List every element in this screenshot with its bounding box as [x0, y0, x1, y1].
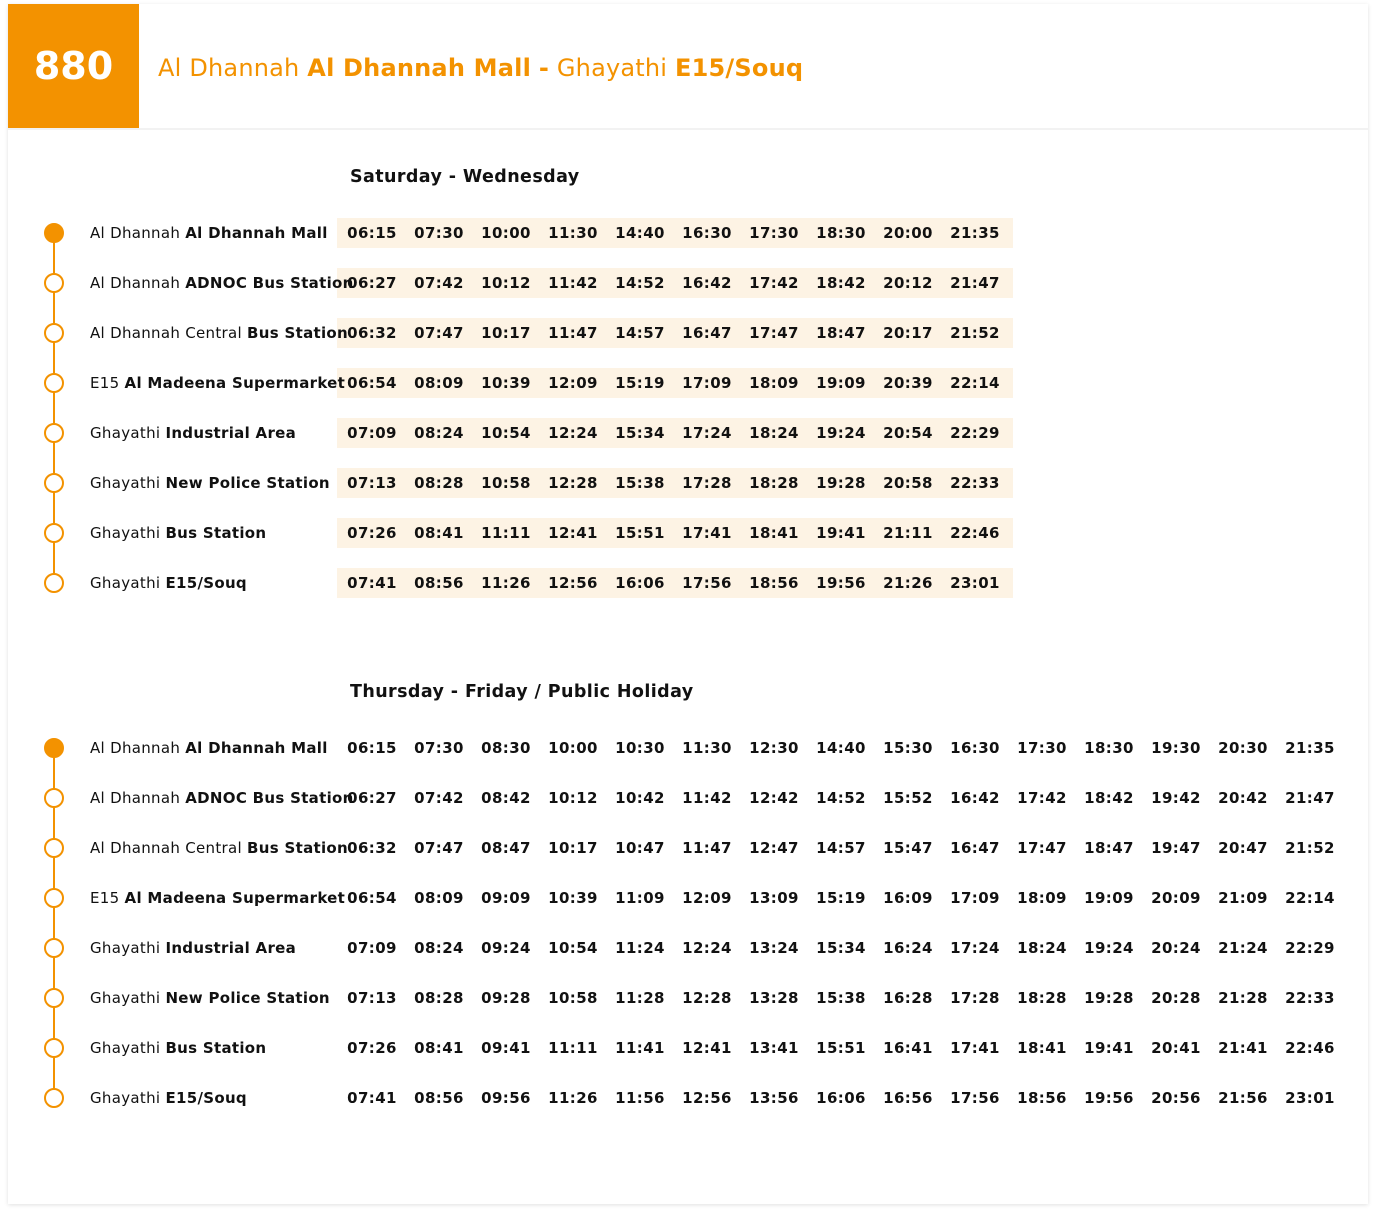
departure-time: 11:30	[548, 224, 598, 242]
departure-time: 21:56	[1218, 1089, 1268, 1107]
departure-time: 22:29	[950, 424, 1000, 442]
departure-time: 22:46	[950, 524, 1000, 542]
departure-time: 06:54	[347, 889, 397, 907]
departure-time: 17:47	[749, 324, 799, 342]
departure-time: 11:56	[615, 1089, 665, 1107]
stop-label: ADNOC Bus Station	[185, 789, 354, 807]
departure-time: 07:47	[414, 839, 464, 857]
schedule-title: Saturday - Wednesday	[350, 167, 580, 187]
stop-label: Al Madeena Supermarket	[124, 374, 346, 392]
departure-time: 17:28	[950, 989, 1000, 1007]
departure-time: 20:58	[883, 474, 933, 492]
departure-time: 15:38	[615, 474, 665, 492]
departure-time: 11:47	[682, 839, 732, 857]
departure-time: 11:28	[615, 989, 665, 1007]
departure-time: 17:41	[682, 524, 732, 542]
departure-time: 21:41	[1218, 1039, 1268, 1057]
departure-time: 10:42	[615, 789, 665, 807]
departure-time: 14:57	[816, 839, 866, 857]
departure-time: 20:00	[883, 224, 933, 242]
departure-time: 10:00	[548, 739, 598, 757]
departure-time: 19:28	[816, 474, 866, 492]
departure-time: 17:41	[950, 1039, 1000, 1057]
departure-time: 19:24	[816, 424, 866, 442]
stop-area: Ghayathi	[90, 424, 161, 442]
stop-marker	[44, 988, 64, 1008]
departure-time: 17:47	[1017, 839, 1067, 857]
stop-name	[90, 838, 348, 858]
departure-time: 16:09	[883, 889, 933, 907]
departure-time: 18:41	[1017, 1039, 1067, 1057]
departure-time: 12:41	[682, 1039, 732, 1057]
departure-time: 20:24	[1151, 939, 1201, 957]
departure-time: 17:24	[950, 939, 1000, 957]
stop-area: Ghayathi	[90, 524, 161, 542]
departure-time: 19:09	[1084, 889, 1134, 907]
departure-time: 21:52	[950, 324, 1000, 342]
departure-time: 20:28	[1151, 989, 1201, 1007]
stop-name	[90, 738, 328, 758]
departure-time: 18:42	[1084, 789, 1134, 807]
departure-time: 07:42	[414, 274, 464, 292]
departure-time: 20:30	[1218, 739, 1268, 757]
departure-time: 18:47	[816, 324, 866, 342]
stop-area: Al Dhannah Central	[90, 839, 242, 857]
stop-name	[90, 423, 296, 443]
departure-time: 11:42	[682, 789, 732, 807]
departure-time: 21:09	[1218, 889, 1268, 907]
departure-time: 13:24	[749, 939, 799, 957]
departure-time: 07:09	[347, 939, 397, 957]
departure-time: 15:30	[883, 739, 933, 757]
stop-label: Bus Station	[165, 524, 267, 542]
stop-name	[90, 373, 345, 393]
departure-time: 16:42	[682, 274, 732, 292]
stop-label: E15/Souq	[165, 1089, 247, 1107]
stop-label: New Police Station	[165, 989, 330, 1007]
departure-time: 11:47	[548, 324, 598, 342]
stop-marker	[44, 523, 64, 543]
departure-time: 18:30	[1084, 739, 1134, 757]
departure-time: 23:01	[1285, 1089, 1335, 1107]
departure-time: 12:24	[682, 939, 732, 957]
stop-marker	[44, 373, 64, 393]
departure-time: 20:39	[883, 374, 933, 392]
origin-area: Al Dhannah	[158, 54, 300, 82]
stop-area: Al Dhannah	[90, 224, 181, 242]
departure-time: 11:42	[548, 274, 598, 292]
stop-name	[90, 323, 348, 343]
origin-stop-marker	[44, 223, 64, 243]
title-separator: -	[538, 54, 550, 82]
departure-time: 08:41	[414, 1039, 464, 1057]
origin-stop-marker	[44, 738, 64, 758]
departure-time: 16:56	[883, 1089, 933, 1107]
departure-time: 16:47	[950, 839, 1000, 857]
departure-time: 06:15	[347, 224, 397, 242]
departure-time: 18:56	[749, 574, 799, 592]
stop-label: Bus Station	[247, 839, 348, 857]
stop-area: Ghayathi	[90, 1039, 161, 1057]
departure-time: 16:30	[682, 224, 732, 242]
stop-name	[90, 1088, 247, 1108]
stop-marker	[44, 573, 64, 593]
departure-time: 10:30	[615, 739, 665, 757]
departure-time: 09:41	[481, 1039, 531, 1057]
departure-time: 14:52	[816, 789, 866, 807]
departure-time: 22:29	[1285, 939, 1335, 957]
departure-time: 11:24	[615, 939, 665, 957]
departure-time: 16:24	[883, 939, 933, 957]
stop-marker	[44, 888, 64, 908]
departure-time: 08:09	[414, 374, 464, 392]
departure-time: 15:19	[615, 374, 665, 392]
stop-area: Ghayathi	[90, 574, 161, 592]
departure-time: 17:28	[682, 474, 732, 492]
dest-stop: E15/Souq	[675, 54, 804, 82]
departure-time: 12:47	[749, 839, 799, 857]
stop-area: Ghayathi	[90, 1089, 161, 1107]
departure-time: 17:30	[1017, 739, 1067, 757]
departure-time: 16:42	[950, 789, 1000, 807]
stop-marker	[44, 938, 64, 958]
stop-name	[90, 523, 266, 543]
departure-time: 21:11	[883, 524, 933, 542]
stop-marker	[44, 273, 64, 293]
departure-time: 15:34	[816, 939, 866, 957]
stop-label: Industrial Area	[165, 939, 297, 957]
departure-time: 20:17	[883, 324, 933, 342]
departure-time: 12:56	[682, 1089, 732, 1107]
departure-time: 12:24	[548, 424, 598, 442]
departure-time: 08:09	[414, 889, 464, 907]
stop-label: Industrial Area	[165, 424, 297, 442]
dest-area: Ghayathi	[556, 54, 668, 82]
departure-time: 14:52	[615, 274, 665, 292]
departure-time: 23:01	[950, 574, 1000, 592]
stop-name	[90, 788, 354, 808]
departure-time: 18:09	[749, 374, 799, 392]
departure-time: 17:30	[749, 224, 799, 242]
stop-area: Al Dhannah Central	[90, 324, 242, 342]
departure-time: 22:46	[1285, 1039, 1335, 1057]
stop-marker	[44, 1088, 64, 1108]
departure-time: 06:32	[347, 324, 397, 342]
departure-time: 21:24	[1218, 939, 1268, 957]
departure-time: 20:12	[883, 274, 933, 292]
departure-time: 07:30	[414, 224, 464, 242]
departure-time: 15:51	[816, 1039, 866, 1057]
departure-time: 10:39	[481, 374, 531, 392]
departure-time: 16:30	[950, 739, 1000, 757]
departure-time: 18:41	[749, 524, 799, 542]
stop-area: Ghayathi	[90, 939, 161, 957]
departure-time: 08:28	[414, 989, 464, 1007]
stop-label: ADNOC Bus Station	[185, 274, 354, 292]
departure-time: 10:47	[615, 839, 665, 857]
departure-time: 07:41	[347, 1089, 397, 1107]
departure-time: 21:26	[883, 574, 933, 592]
departure-time: 11:11	[548, 1039, 598, 1057]
departure-time: 08:56	[414, 574, 464, 592]
stop-marker	[44, 1038, 64, 1058]
departure-time: 12:41	[548, 524, 598, 542]
departure-time: 19:09	[816, 374, 866, 392]
departure-time: 19:56	[1084, 1089, 1134, 1107]
departure-time: 08:24	[414, 939, 464, 957]
departure-time: 18:56	[1017, 1089, 1067, 1107]
departure-time: 18:30	[816, 224, 866, 242]
departure-time: 10:54	[548, 939, 598, 957]
stop-name	[90, 273, 354, 293]
departure-time: 08:47	[481, 839, 531, 857]
departure-time: 18:47	[1084, 839, 1134, 857]
stop-name	[90, 473, 330, 493]
departure-time: 20:56	[1151, 1089, 1201, 1107]
stop-marker	[44, 788, 64, 808]
departure-time: 10:58	[481, 474, 531, 492]
departure-time: 17:24	[682, 424, 732, 442]
departure-time: 10:12	[548, 789, 598, 807]
stop-area: E15	[90, 889, 120, 907]
departure-time: 20:41	[1151, 1039, 1201, 1057]
stop-label: E15/Souq	[165, 574, 247, 592]
departure-time: 10:58	[548, 989, 598, 1007]
schedule-title: Thursday - Friday / Public Holiday	[350, 682, 694, 702]
departure-time: 11:26	[481, 574, 531, 592]
route-title	[158, 54, 803, 82]
stop-marker	[44, 473, 64, 493]
departure-time: 22:14	[950, 374, 1000, 392]
departure-time: 15:47	[883, 839, 933, 857]
departure-time: 13:09	[749, 889, 799, 907]
departure-time: 22:33	[950, 474, 1000, 492]
departure-time: 22:33	[1285, 989, 1335, 1007]
stop-name	[90, 888, 345, 908]
departure-time: 16:41	[883, 1039, 933, 1057]
departure-time: 18:28	[1017, 989, 1067, 1007]
stop-label: Al Madeena Supermarket	[124, 889, 346, 907]
stop-label: Al Dhannah Mall	[185, 739, 328, 757]
stop-label: New Police Station	[165, 474, 330, 492]
departure-time: 12:56	[548, 574, 598, 592]
departure-time: 11:30	[682, 739, 732, 757]
stop-area: Ghayathi	[90, 989, 161, 1007]
departure-time: 16:47	[682, 324, 732, 342]
stop-area: Al Dhannah	[90, 274, 181, 292]
departure-time: 16:06	[816, 1089, 866, 1107]
departure-time: 09:24	[481, 939, 531, 957]
departure-time: 07:13	[347, 989, 397, 1007]
departure-time: 17:42	[1017, 789, 1067, 807]
departure-time: 14:57	[615, 324, 665, 342]
departure-time: 11:41	[615, 1039, 665, 1057]
departure-time: 15:52	[883, 789, 933, 807]
departure-time: 16:06	[615, 574, 665, 592]
departure-time: 10:00	[481, 224, 531, 242]
departure-time: 12:28	[548, 474, 598, 492]
stop-marker	[44, 838, 64, 858]
departure-time: 17:56	[950, 1089, 1000, 1107]
departure-time: 14:40	[816, 739, 866, 757]
departure-time: 19:47	[1151, 839, 1201, 857]
departure-time: 19:30	[1151, 739, 1201, 757]
departure-time: 15:19	[816, 889, 866, 907]
departure-time: 12:09	[682, 889, 732, 907]
departure-time: 07:41	[347, 574, 397, 592]
departure-time: 21:47	[1285, 789, 1335, 807]
departure-time: 11:26	[548, 1089, 598, 1107]
departure-time: 10:17	[548, 839, 598, 857]
stop-label: Al Dhannah Mall	[185, 224, 328, 242]
departure-time: 20:54	[883, 424, 933, 442]
stop-label: Bus Station	[165, 1039, 267, 1057]
departure-time: 18:28	[749, 474, 799, 492]
departure-time: 13:28	[749, 989, 799, 1007]
departure-time: 11:11	[481, 524, 531, 542]
departure-time: 09:09	[481, 889, 531, 907]
departure-time: 20:47	[1218, 839, 1268, 857]
stop-marker	[44, 423, 64, 443]
departure-time: 08:24	[414, 424, 464, 442]
header-divider	[8, 128, 1368, 130]
departure-time: 17:42	[749, 274, 799, 292]
departure-time: 10:54	[481, 424, 531, 442]
departure-time: 14:40	[615, 224, 665, 242]
departure-time: 12:28	[682, 989, 732, 1007]
departure-time: 18:09	[1017, 889, 1067, 907]
departure-time: 13:56	[749, 1089, 799, 1107]
departure-time: 20:42	[1218, 789, 1268, 807]
stop-marker	[44, 323, 64, 343]
departure-time: 21:47	[950, 274, 1000, 292]
departure-time: 17:09	[682, 374, 732, 392]
departure-time: 19:42	[1151, 789, 1201, 807]
departure-time: 10:12	[481, 274, 531, 292]
departure-time: 10:17	[481, 324, 531, 342]
stop-area: Al Dhannah	[90, 739, 181, 757]
timetable-card	[8, 4, 1368, 1204]
departure-time: 21:28	[1218, 989, 1268, 1007]
departure-time: 21:35	[1285, 739, 1335, 757]
departure-time: 19:56	[816, 574, 866, 592]
departure-time: 21:35	[950, 224, 1000, 242]
departure-time: 09:28	[481, 989, 531, 1007]
origin-stop: Al Dhannah Mall	[307, 54, 531, 82]
stop-name	[90, 223, 328, 243]
departure-time: 08:42	[481, 789, 531, 807]
departure-time: 15:51	[615, 524, 665, 542]
departure-time: 16:28	[883, 989, 933, 1007]
departure-time: 09:56	[481, 1089, 531, 1107]
departure-time: 08:41	[414, 524, 464, 542]
departure-time: 17:09	[950, 889, 1000, 907]
departure-time: 07:47	[414, 324, 464, 342]
departure-time: 15:34	[615, 424, 665, 442]
departure-time: 18:24	[1017, 939, 1067, 957]
departure-time: 07:26	[347, 524, 397, 542]
stop-area: E15	[90, 374, 120, 392]
stop-name	[90, 988, 330, 1008]
departure-time: 17:56	[682, 574, 732, 592]
departure-time: 11:09	[615, 889, 665, 907]
departure-time: 08:30	[481, 739, 531, 757]
departure-time: 12:30	[749, 739, 799, 757]
departure-time: 06:27	[347, 274, 397, 292]
departure-time: 19:41	[1084, 1039, 1134, 1057]
departure-time: 07:42	[414, 789, 464, 807]
stop-area: Ghayathi	[90, 474, 161, 492]
departure-time: 22:14	[1285, 889, 1335, 907]
stop-name	[90, 1038, 266, 1058]
departure-time: 19:28	[1084, 989, 1134, 1007]
departure-time: 06:54	[347, 374, 397, 392]
departure-time: 21:52	[1285, 839, 1335, 857]
departure-time: 07:30	[414, 739, 464, 757]
departure-time: 06:15	[347, 739, 397, 757]
departure-time: 15:38	[816, 989, 866, 1007]
departure-time: 12:42	[749, 789, 799, 807]
departure-time: 07:26	[347, 1039, 397, 1057]
departure-time: 20:09	[1151, 889, 1201, 907]
departure-time: 18:42	[816, 274, 866, 292]
departure-time: 18:24	[749, 424, 799, 442]
route-number-badge: 880	[8, 4, 139, 128]
departure-time: 13:41	[749, 1039, 799, 1057]
stop-label: Bus Station	[247, 324, 348, 342]
departure-time: 07:09	[347, 424, 397, 442]
departure-time: 07:13	[347, 474, 397, 492]
departure-time: 19:24	[1084, 939, 1134, 957]
departure-time: 08:56	[414, 1089, 464, 1107]
departure-time: 19:41	[816, 524, 866, 542]
departure-time: 12:09	[548, 374, 598, 392]
departure-time: 06:32	[347, 839, 397, 857]
stop-name	[90, 573, 247, 593]
stop-area: Al Dhannah	[90, 789, 181, 807]
departure-time: 06:27	[347, 789, 397, 807]
departure-time: 08:28	[414, 474, 464, 492]
stop-name	[90, 938, 296, 958]
departure-time: 10:39	[548, 889, 598, 907]
